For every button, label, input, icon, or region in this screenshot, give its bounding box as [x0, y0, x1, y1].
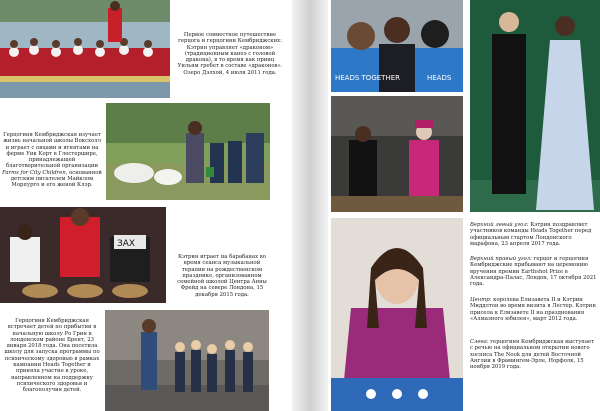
caption-farm-org: Farms for City Children: [2, 169, 66, 176]
caption-left-text: герцогиня Кембриджская выступает с речью на официальном открытии нового хосписа The Nook для детей Восточной Англии в Фрамингем-Эрле, Норфолк, 15 ноября 2019 года.: [470, 339, 595, 371]
photo-drum-therapy: [0, 207, 166, 303]
caption-top-right: [470, 256, 598, 287]
photo-school-arrival: [105, 310, 269, 411]
caption-drums: Кэтрин играет на барабанах во время сеанса музыкальной терапии на рождественском празднике, организованном семейной школой Центра Анны Фрейд на севере Лондона, 15 декабря 2015 года.: [177, 254, 267, 298]
caption-farm: Герцогиня Кембриджская изучает жизнь начальной школы Воксхолл и играет с овцами и ягнятами на ферме Уик Корт в Глостершире, принадлежащей благотворительной организации Farms for City Children, основанной детским писателем Майклом Морпурго и его женой Клэр.: [2, 132, 102, 189]
caption-top-left-label: Верхний левый угол:: [470, 222, 529, 228]
book-gutter: [292, 0, 328, 411]
caption-left-label: Слева:: [470, 339, 489, 345]
shirt-text-1: HEADS TOGETHER: [335, 74, 400, 82]
caption-top-left: [470, 222, 598, 247]
caption-center-label: Центр:: [470, 297, 492, 303]
caption-top-left-text: Кэтрин поздравляет участников команды Heads Together перед официальным стартом Лондонского марафона, 23 апреля 2017 года.: [470, 222, 592, 247]
photo-hospice-speech: [331, 218, 463, 411]
caption-dragon-boat: Первое совместное путешествие герцога и герцогини Кембриджских: Кэтрин управляет «драконом» (традиционным каноэ с головой дракона), в то время как принц Уильям гребет в составе «драконов». Озеро Дэлхой, 4 июля 2011 года.: [177, 32, 283, 76]
caption-center-text: королева Елизавета II и Кэтрин Миддлтон во время визита в Лестер. Кэтрин присела к Елизавете II на празднования «Алмазного юбилея», март 2012 года.: [470, 297, 596, 322]
photo-earthshot: [470, 0, 600, 212]
caption-top-right-text: герцог и герцогиня Кембриджские прибывают на церемонию вручения премии Earthshot Prize в Александра-Палас, Лондон, 17 октября 2021 года.: [470, 256, 597, 288]
caption-center: [470, 297, 598, 322]
caption-top-right-label: Верхний правый угол:: [470, 256, 532, 262]
photo-dragon-boat: [0, 0, 170, 98]
photo-queen-visit: [331, 96, 463, 212]
caption-left: [470, 339, 598, 370]
shirt-text-2: HEADS: [427, 74, 452, 82]
photo-farm-sheep: [106, 103, 270, 200]
photo-marathon: [331, 0, 463, 92]
caption-school: Герцогиня Кембриджская встречает детей по прибытии в начальную школу Ро Грин в лондонском районе Брент, 23 января 2018 года. Она посетила школу для запуска программы по психическому здоровью в рамках кампании Heads Together и приняла участие в уроке, направленном на поддержку психического здоровья и благополучия детей.: [4, 318, 100, 394]
banner-text: ЗАХ: [117, 239, 136, 249]
